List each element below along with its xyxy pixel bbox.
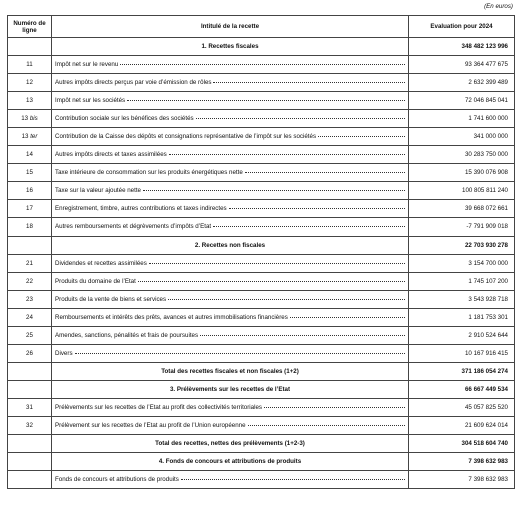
line-number-cell: 23: [8, 290, 52, 308]
section-row: [8, 236, 515, 254]
table-row: [8, 92, 515, 110]
table-row: [8, 471, 515, 489]
value-cell: 100 805 811 240: [409, 182, 515, 200]
value-cell: 2 632 399 489: [409, 74, 515, 92]
row-label: Contribution de la Caisse des dépôts et consignations représentative de l’impôt sur les sociétés: [55, 133, 317, 141]
label-cell: [52, 128, 409, 146]
dot-leader: [143, 190, 405, 191]
value-cell: 66 667 449 534: [409, 380, 515, 398]
total-row: [8, 362, 515, 380]
table-row: [8, 182, 515, 200]
dot-leader: [149, 263, 405, 264]
line-number-cell: 32: [8, 416, 52, 434]
label-cell: 1. Recettes fiscales: [52, 38, 409, 56]
label-cell: [52, 272, 409, 290]
table-row: [8, 200, 515, 218]
dot-leader: [318, 136, 405, 137]
value-cell: 7 398 632 983: [409, 453, 515, 471]
line-number-cell: 21: [8, 254, 52, 272]
value-cell: 39 668 072 661: [409, 200, 515, 218]
value-cell: 371 186 054 274: [409, 362, 515, 380]
table-row: [8, 128, 515, 146]
value-cell: 7 398 632 983: [409, 471, 515, 489]
row-label: Prélèvement sur les recettes de l’Etat au profit de l’Union européenne: [55, 422, 246, 429]
table-row: [8, 272, 515, 290]
line-number-cell: 13 bis: [8, 110, 52, 128]
line-number-cell: 14: [8, 146, 52, 164]
table-row: [8, 146, 515, 164]
dot-leader: [120, 64, 405, 65]
value-cell: -7 791 909 018: [409, 218, 515, 236]
label-cell: Total des recettes fiscales et non fiscales (1+2): [52, 362, 409, 380]
label-cell: [52, 308, 409, 326]
line-number-cell: 31: [8, 398, 52, 416]
table-row: [8, 326, 515, 344]
dot-leader: [213, 82, 405, 83]
table-header-row: [8, 16, 515, 38]
dot-leader: [245, 172, 405, 173]
line-number-cell: 13 ter: [8, 128, 52, 146]
line-number-cell: [8, 471, 52, 489]
revenue-table: [7, 15, 515, 489]
line-number-cell: 13: [8, 92, 52, 110]
dot-leader: [290, 317, 405, 318]
section-row: [8, 380, 515, 398]
row-label: Prélèvements sur les recettes de l’Etat au profit des collectivités territoriales: [55, 403, 263, 411]
value-cell: 10 167 916 415: [409, 344, 515, 362]
label-cell: [52, 200, 409, 218]
table-body: [8, 38, 515, 489]
line-number-cell: 25: [8, 326, 52, 344]
line-number-cell: 15: [8, 164, 52, 182]
label-cell: [52, 182, 409, 200]
label-cell: [52, 218, 409, 236]
line-number-cell: 11: [8, 56, 52, 74]
row-label: Impôt net sur le revenu: [55, 61, 119, 69]
label-cell: [52, 92, 409, 110]
line-number-cell: 12: [8, 74, 52, 92]
dot-leader: [196, 118, 405, 119]
row-label: Amendes, sanctions, pénalités et frais de poursuites: [55, 331, 199, 339]
row-label: Dividendes et recettes assimilées: [55, 259, 147, 267]
line-number-cell: 22: [8, 272, 52, 290]
line-number-cell: [8, 380, 52, 398]
line-number-cell: 24: [8, 308, 52, 326]
label-cell: [52, 398, 409, 416]
row-label: Fonds de concours et attributions de produits: [55, 476, 179, 484]
value-cell: 1 745 107 200: [409, 272, 515, 290]
label-cell: [52, 146, 409, 164]
line-number-cell: 16: [8, 182, 52, 200]
label-cell: 3. Prélèvements sur les recettes de l’Etat: [52, 380, 409, 398]
value-cell: 93 364 477 675: [409, 56, 515, 74]
line-number-cell: [8, 453, 52, 471]
label-cell: Total des recettes, nettes des prélèvements (1+2-3): [52, 435, 409, 453]
dot-leader: [229, 208, 405, 209]
line-number-cell: [8, 236, 52, 254]
dot-leader: [264, 407, 405, 408]
label-cell: [52, 344, 409, 362]
value-cell: 341 000 000: [409, 128, 515, 146]
dot-leader: [200, 335, 405, 336]
label-cell: [52, 254, 409, 272]
value-cell: 1 741 600 000: [409, 110, 515, 128]
header-label: Intitulé de la recette: [52, 16, 409, 38]
row-label: Autres impôts directs perçus par voie d’émission de rôles: [55, 79, 212, 87]
line-number-cell: [8, 435, 52, 453]
label-cell: [52, 56, 409, 74]
row-label: Impôt net sur les sociétés: [55, 97, 126, 105]
dot-leader: [138, 281, 405, 282]
table-row: [8, 290, 515, 308]
dot-leader: [168, 299, 405, 300]
value-cell: 1 181 753 301: [409, 308, 515, 326]
value-cell: 3 154 700 000: [409, 254, 515, 272]
unit-note: (En euros): [484, 3, 513, 10]
value-cell: 15 390 076 908: [409, 164, 515, 182]
row-label: Taxe intérieure de consommation sur les produits énergétiques nette: [55, 169, 243, 177]
row-label: Autres impôts directs et taxes assimilées: [55, 151, 167, 159]
value-cell: 21 609 624 014: [409, 416, 515, 434]
line-number-cell: 26: [8, 344, 52, 362]
value-cell: 22 703 930 278: [409, 236, 515, 254]
section-row: [8, 38, 515, 56]
dot-leader: [181, 479, 405, 480]
row-label: Enregistrement, timbre, autres contributions et taxes indirectes: [55, 205, 227, 213]
row-label: Produits du domaine de l’Etat: [55, 277, 136, 285]
label-cell: [52, 416, 409, 434]
label-cell: 4. Fonds de concours et attributions de produits: [52, 453, 409, 471]
table-row: [8, 416, 515, 434]
table-row: [8, 74, 515, 92]
label-cell: [52, 164, 409, 182]
row-label: Taxe sur la valeur ajoutée nette: [55, 187, 141, 195]
section-row: [8, 453, 515, 471]
value-cell: 2 910 524 644: [409, 326, 515, 344]
label-cell: [52, 326, 409, 344]
table-row: [8, 164, 515, 182]
label-cell: [52, 471, 409, 489]
line-number-cell: [8, 38, 52, 56]
table-row: [8, 344, 515, 362]
table-row: [8, 218, 515, 236]
row-label: Contribution sociale sur les bénéfices des sociétés: [55, 115, 194, 123]
total-row: [8, 435, 515, 453]
line-number-cell: [8, 362, 52, 380]
value-cell: 348 482 123 996: [409, 38, 515, 56]
table-row: [8, 110, 515, 128]
row-label: Divers: [55, 349, 73, 357]
value-cell: 304 518 604 740: [409, 435, 515, 453]
dot-leader: [248, 425, 405, 426]
dot-leader: [213, 226, 405, 227]
value-cell: 30 283 750 000: [409, 146, 515, 164]
dot-leader: [169, 154, 405, 155]
line-number-cell: 18: [8, 218, 52, 236]
dot-leader: [75, 353, 405, 354]
header-value: Evaluation pour 2024: [409, 16, 515, 38]
value-cell: 72 046 845 041: [409, 92, 515, 110]
row-label: Produits de la vente de biens et services: [55, 295, 167, 303]
label-cell: 2. Recettes non fiscales: [52, 236, 409, 254]
table-row: [8, 56, 515, 74]
row-label: Autres remboursements et dégrèvements d’impôts d’Etat: [55, 223, 212, 231]
table-row: [8, 308, 515, 326]
table-row: [8, 254, 515, 272]
table-row: [8, 398, 515, 416]
value-cell: 45 057 825 520: [409, 398, 515, 416]
row-label: Remboursements et intérêts des prêts, avances et autres immobilisations financières: [55, 313, 288, 321]
line-number-cell: 17: [8, 200, 52, 218]
header-line-number: Numéro de ligne: [8, 16, 52, 38]
label-cell: [52, 290, 409, 308]
value-cell: 3 543 928 718: [409, 290, 515, 308]
label-cell: [52, 110, 409, 128]
dot-leader: [127, 100, 405, 101]
label-cell: [52, 74, 409, 92]
